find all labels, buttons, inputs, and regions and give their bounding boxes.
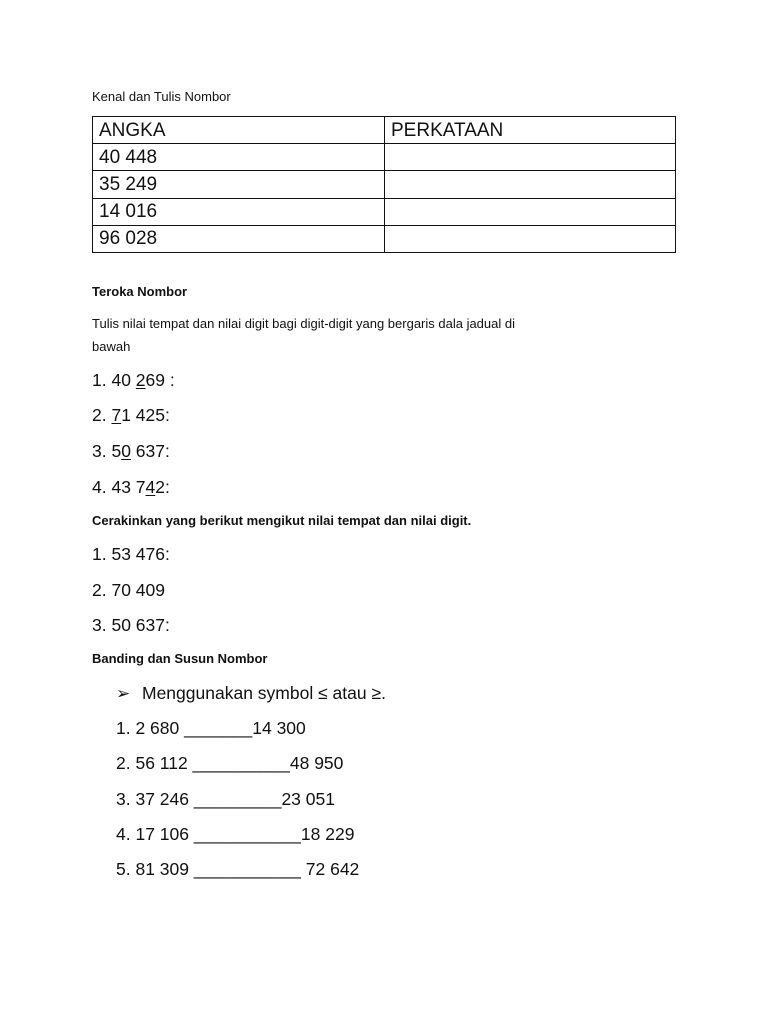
list-item: 5. 81 309 ___________ 72 642 — [116, 859, 360, 879]
table-cell-perkataan[interactable] — [385, 144, 676, 171]
arrow-bullet-icon: ➢ — [116, 684, 131, 703]
table-cell-angka: 96 028 — [93, 225, 385, 252]
list-item: 1. 2 680 _______14 300 — [116, 718, 306, 738]
instruction-line-2: bawah — [92, 339, 131, 354]
header-perkataan: PERKATAAN — [385, 117, 676, 144]
list-item: 2. 70 409 — [92, 580, 165, 600]
table-row — [93, 198, 676, 225]
list-item: 3. 50 637: — [92, 615, 170, 635]
table-cell-angka: 35 249 — [93, 171, 385, 198]
list-item: 1. 40 269 : — [92, 370, 175, 390]
number-words-table — [92, 116, 676, 253]
section-title-teroka: Teroka Nombor — [92, 284, 188, 299]
underlined-digit: 7 — [111, 405, 122, 425]
underlined-digit: 4 — [145, 477, 156, 497]
list-item: 1. 53 476: — [92, 544, 170, 564]
instruction-line-1: Tulis nilai tempat dan nilai digit bagi digit-digit yang bergaris dala jadual di — [92, 316, 515, 331]
list-item: 4. 43 742: — [92, 477, 170, 497]
underlined-digit: 2 — [135, 370, 146, 390]
underlined-digit: 0 — [121, 441, 131, 461]
list-item: 2. 71 425: — [92, 405, 170, 425]
bullet-item: ➢ Menggunakan symbol ≤ atau ≥. — [116, 683, 386, 703]
table-cell-angka: 14 016 — [93, 198, 385, 225]
section-title-kenal: Kenal dan Tulis Nombor — [92, 89, 231, 104]
table-row — [93, 171, 676, 198]
list-item: 3. 37 246 _________23 051 — [116, 789, 335, 809]
table-cell-perkataan[interactable] — [385, 225, 676, 252]
header-angka: ANGKA — [93, 117, 385, 144]
section-title-banding: Banding dan Susun Nombor — [92, 651, 268, 666]
list-item: 3. 50 637: — [92, 441, 170, 461]
list-item: 2. 56 112 __________48 950 — [116, 753, 344, 773]
table-row — [93, 144, 676, 171]
table-cell-angka: 40 448 — [93, 144, 385, 171]
table-row — [93, 225, 676, 252]
table-cell-perkataan[interactable] — [385, 171, 676, 198]
table-header-row — [93, 117, 676, 144]
table-cell-perkataan[interactable] — [385, 198, 676, 225]
section-title-cerakinkan: Cerakinkan yang berikut mengikut nilai tempat dan nilai digit. — [92, 513, 472, 528]
list-item: 4. 17 106 ___________18 229 — [116, 824, 355, 844]
